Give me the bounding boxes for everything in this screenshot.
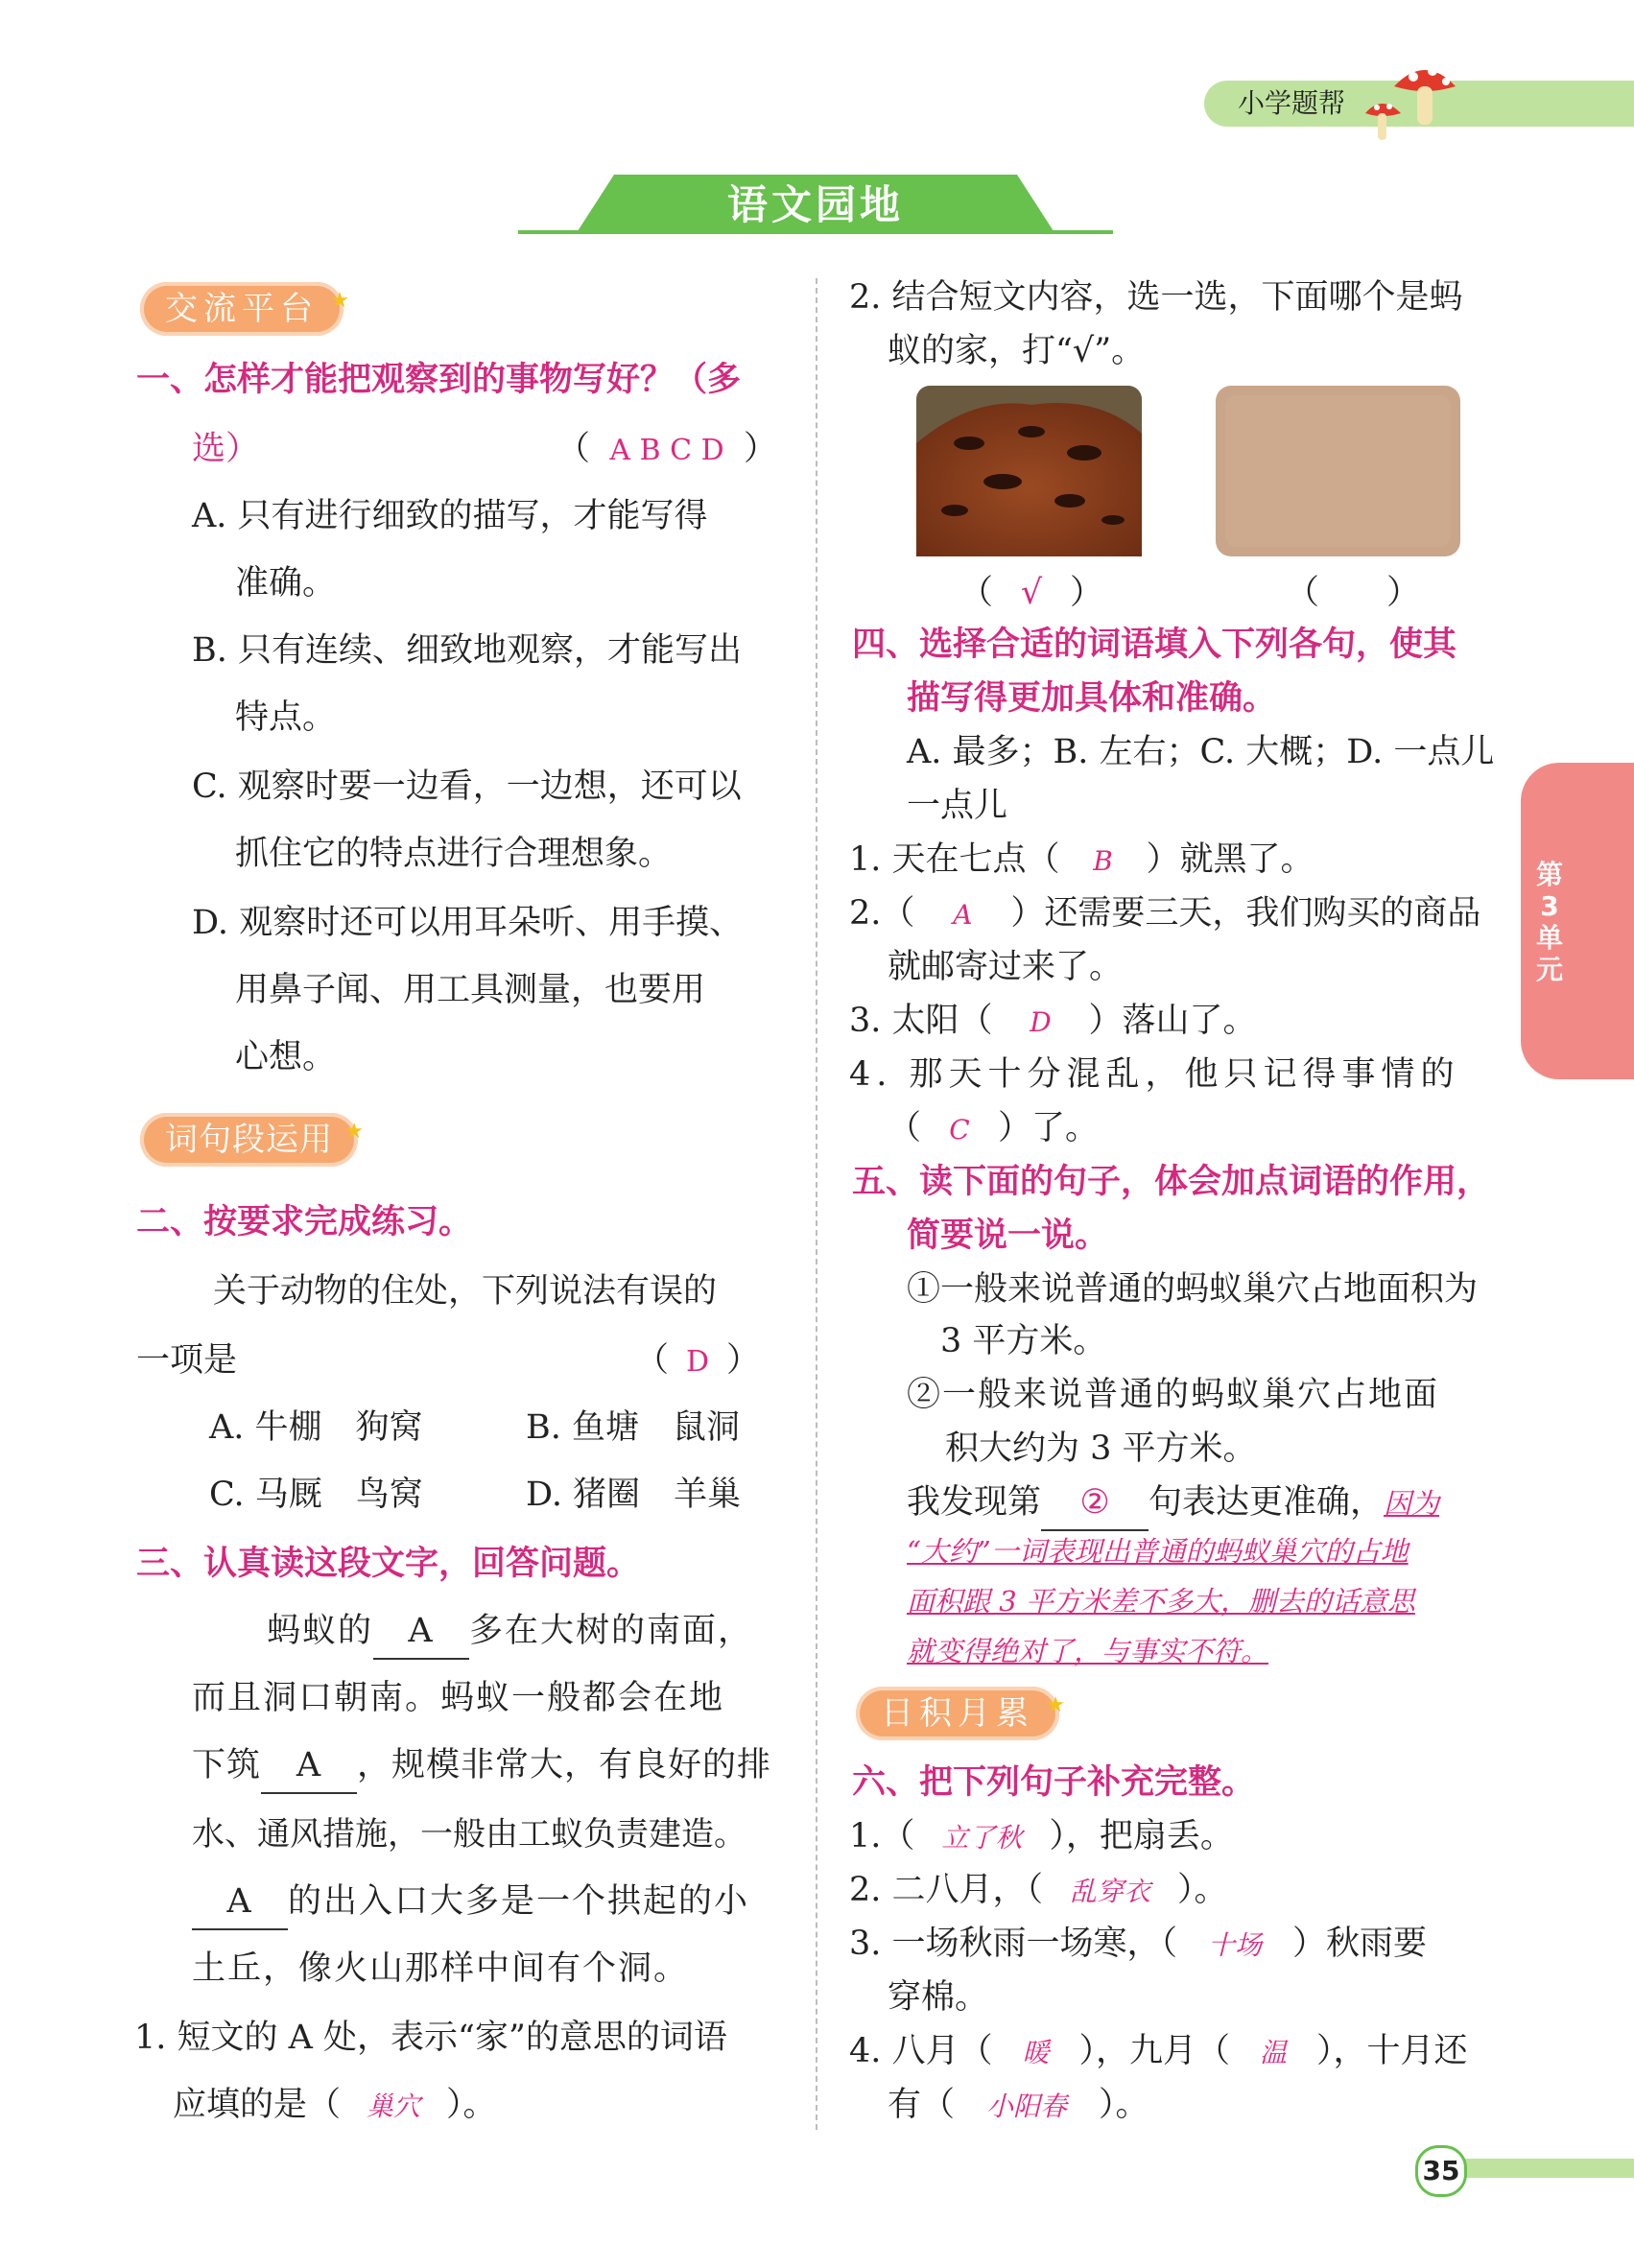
q4-item1: 1. 天在七点（ B ）就黑了。 — [849, 833, 1314, 888]
q4-options: A. 最多；B. 左右；C. 大概；D. 一点儿 — [907, 733, 1495, 771]
q2-answer: D — [685, 1345, 710, 1379]
q3-blank-2: A — [296, 1746, 322, 1784]
q6-item4-answer1: 暖 — [1022, 2037, 1050, 2068]
q3-sub1-cont: 应填的是（ 巢穴 ）。 — [173, 2078, 497, 2134]
q5-sentence1-cont: 3 平方米。 — [940, 1322, 1107, 1360]
badge-usage: 词句段运用 ★ — [140, 1113, 358, 1167]
q3-blank-3: A — [226, 1882, 253, 1921]
q5-reason-line3: 就变得绝对了，与事实不符。 — [907, 1635, 1269, 1667]
q2-heading: 二、按要求完成练习。 — [136, 1203, 473, 1241]
q4-item3-answer: D — [1030, 1006, 1052, 1038]
q6-heading: 六、把下列句子补充完整。 — [852, 1763, 1256, 1802]
q4-item1-answer: B — [1093, 845, 1113, 877]
img1-answer-paren: （ √ ） — [959, 566, 1103, 620]
page-title: 语文园地 — [726, 181, 904, 228]
q1-option-c: C. 观察时要一边看，一边想，还可以 — [192, 768, 742, 806]
q5-reason-line2: 面积跟 3 平方米差不多大，删去的话意思 — [907, 1585, 1415, 1618]
q6-item3-answer: 十场 — [1208, 1929, 1263, 1961]
q1-option-c-cont: 抓住它的特点进行合理想象。 — [235, 835, 673, 873]
q6-item1: 1.（ 立了秋 ），把扇丢。 — [849, 1809, 1234, 1865]
q1-option-b: B. 只有连续、细致地观察，才能写出 — [192, 631, 742, 670]
q3-sub2: 2. 结合短文内容，选一选，下面哪个是蚂 — [849, 278, 1463, 317]
q5-sentence1: ①一般来说普通的蚂蚁巢穴占地面积为 — [907, 1270, 1479, 1309]
q1-option-a: A. 只有进行细致的描写，才能写得 — [192, 497, 708, 535]
q1-option-b-cont: 特点。 — [235, 698, 337, 737]
q1-option-d: D. 观察时还可以用耳朵听、用手摸、 — [192, 904, 744, 942]
q3-blank-1: A — [408, 1612, 435, 1650]
q6-item4-answer3: 小阳春 — [986, 2091, 1068, 2122]
q4-item4-answer: C — [949, 1114, 970, 1146]
q3-sub2-cont: 蚁的家，打“√”。 — [888, 332, 1146, 370]
q5-heading-cont: 简要说一说。 — [907, 1217, 1109, 1255]
q4-options-cont: 一点儿 — [907, 787, 1008, 825]
q4-item4-cont: （ C ）了。 — [888, 1101, 1099, 1157]
q5-reason-start: 因为 — [1384, 1487, 1440, 1520]
badge-exchange: 交流平台 ★ — [140, 282, 343, 336]
q1-option-d-cont2: 心想。 — [235, 1038, 337, 1076]
q6-item2-answer: 乱穿衣 — [1070, 1876, 1151, 1907]
q3-passage-line2: 而且洞口朝南。蚂蚁一般都会在地 — [192, 1679, 725, 1717]
page-number: 35 — [1415, 2145, 1467, 2197]
q6-item4-cont: 有（ 小阳春 ）。 — [888, 2078, 1149, 2134]
q4-item2-answer: A — [953, 899, 973, 931]
q3-sub1: 1. 短文的 A 处，表示“家”的意思的词语 — [134, 2019, 727, 2057]
q4-item4: 4. 那天十分混乱，他只记得事情的 — [849, 1055, 1460, 1094]
q5-reason-line1: “大约”一词表现出普通的蚂蚁巢穴的占地 — [907, 1535, 1409, 1568]
q6-item2: 2. 二八月，（ 乱穿衣 ）。 — [849, 1863, 1228, 1919]
q2-option-d: D. 猪圈 羊巢 — [526, 1476, 742, 1514]
q1-heading-cont: 选） — [192, 430, 260, 468]
q4-item2-cont: 就邮寄过来了。 — [888, 948, 1124, 986]
q3-passage-line6: 土丘，像火山那样中间有个洞。 — [192, 1949, 690, 1988]
q3-sub1-answer: 巢穴 — [367, 2091, 421, 2122]
q2-option-c: C. 马厩 鸟窝 — [209, 1476, 423, 1514]
badge-daily: 日积月累 ★ — [856, 1687, 1059, 1740]
q5-sentence2-cont: 积大约为 3 平方米。 — [945, 1429, 1257, 1468]
q4-item3: 3. 太阳（ D ）落山了。 — [849, 994, 1257, 1050]
q6-item3-cont: 穿棉。 — [888, 1978, 989, 2017]
img2-answer-paren: （ ） — [1286, 574, 1421, 612]
q3-passage-line3: 下筑 A ，规模非常大，有良好的排 — [192, 1738, 771, 1794]
q1-option-d-cont: 用鼻子闻、用工具测量，也要用 — [235, 971, 706, 1009]
q2-option-b: B. 鱼塘 鼠洞 — [526, 1408, 740, 1447]
q1-option-a-cont: 准确。 — [235, 564, 337, 602]
q2-stem-cont: 一项是 — [136, 1341, 238, 1380]
q3-heading: 三、认真读这段文字，回答问题。 — [136, 1545, 641, 1583]
q1-answer: A B C D — [609, 434, 724, 467]
q3-passage-line4: 水、通风措施，一般由工蚁负责建造。 — [192, 1815, 746, 1854]
q5-sentence2: ②一般来说普通的蚂蚁巢穴占地面 — [907, 1376, 1440, 1414]
q1-heading: 一、怎样才能把观察到的事物写好？（多 — [136, 361, 742, 399]
mushroom-icon — [1358, 58, 1463, 149]
q4-heading-cont: 描写得更加具体和准确。 — [907, 679, 1277, 718]
img1-answer: √ — [1020, 574, 1043, 612]
q5-answer-number: ② — [1079, 1483, 1110, 1522]
q4-item2: 2.（ A ）还需要三天，我们购买的商品 — [849, 886, 1480, 942]
q2-stem: 关于动物的住处，下列说法有误的 — [213, 1272, 718, 1311]
unit-tab-text: 第 3 单 元 — [1535, 859, 1563, 985]
q3-passage-line5: A 的出入口大多是一个拱起的小 — [192, 1875, 749, 1930]
q6-item4: 4. 八月（ 暖 ），九月（ 温 ），十月还 — [849, 2024, 1468, 2080]
q1-answer-paren: （ A B C D ） — [557, 422, 777, 478]
q2-answer-paren: （ D ） — [635, 1334, 760, 1389]
q5-heading: 五、读下面的句子，体会加点词语的作用， — [852, 1163, 1491, 1201]
q6-item1-answer: 立了秋 — [941, 1822, 1023, 1854]
sand-photo — [1216, 386, 1460, 556]
q6-item4-answer2: 温 — [1260, 2037, 1288, 2068]
brand-text: 小学题帮 — [1238, 87, 1346, 119]
q4-heading: 四、选择合适的词语填入下列各句，使其 — [852, 626, 1457, 664]
q6-item3: 3. 一场秋雨一场寒，（ 十场 ）秋雨要 — [849, 1917, 1427, 1973]
q5-answer-line: 我发现第 ② 句表达更准确，因为 — [907, 1476, 1439, 1531]
q3-passage-line1: 蚂蚁的 A 多在大树的南面， — [267, 1604, 753, 1660]
anthill-photo — [916, 386, 1142, 556]
q2-option-a: A. 牛棚 狗窝 — [209, 1408, 423, 1447]
column-divider — [816, 278, 817, 2130]
page-number-bar — [1439, 2159, 1634, 2178]
